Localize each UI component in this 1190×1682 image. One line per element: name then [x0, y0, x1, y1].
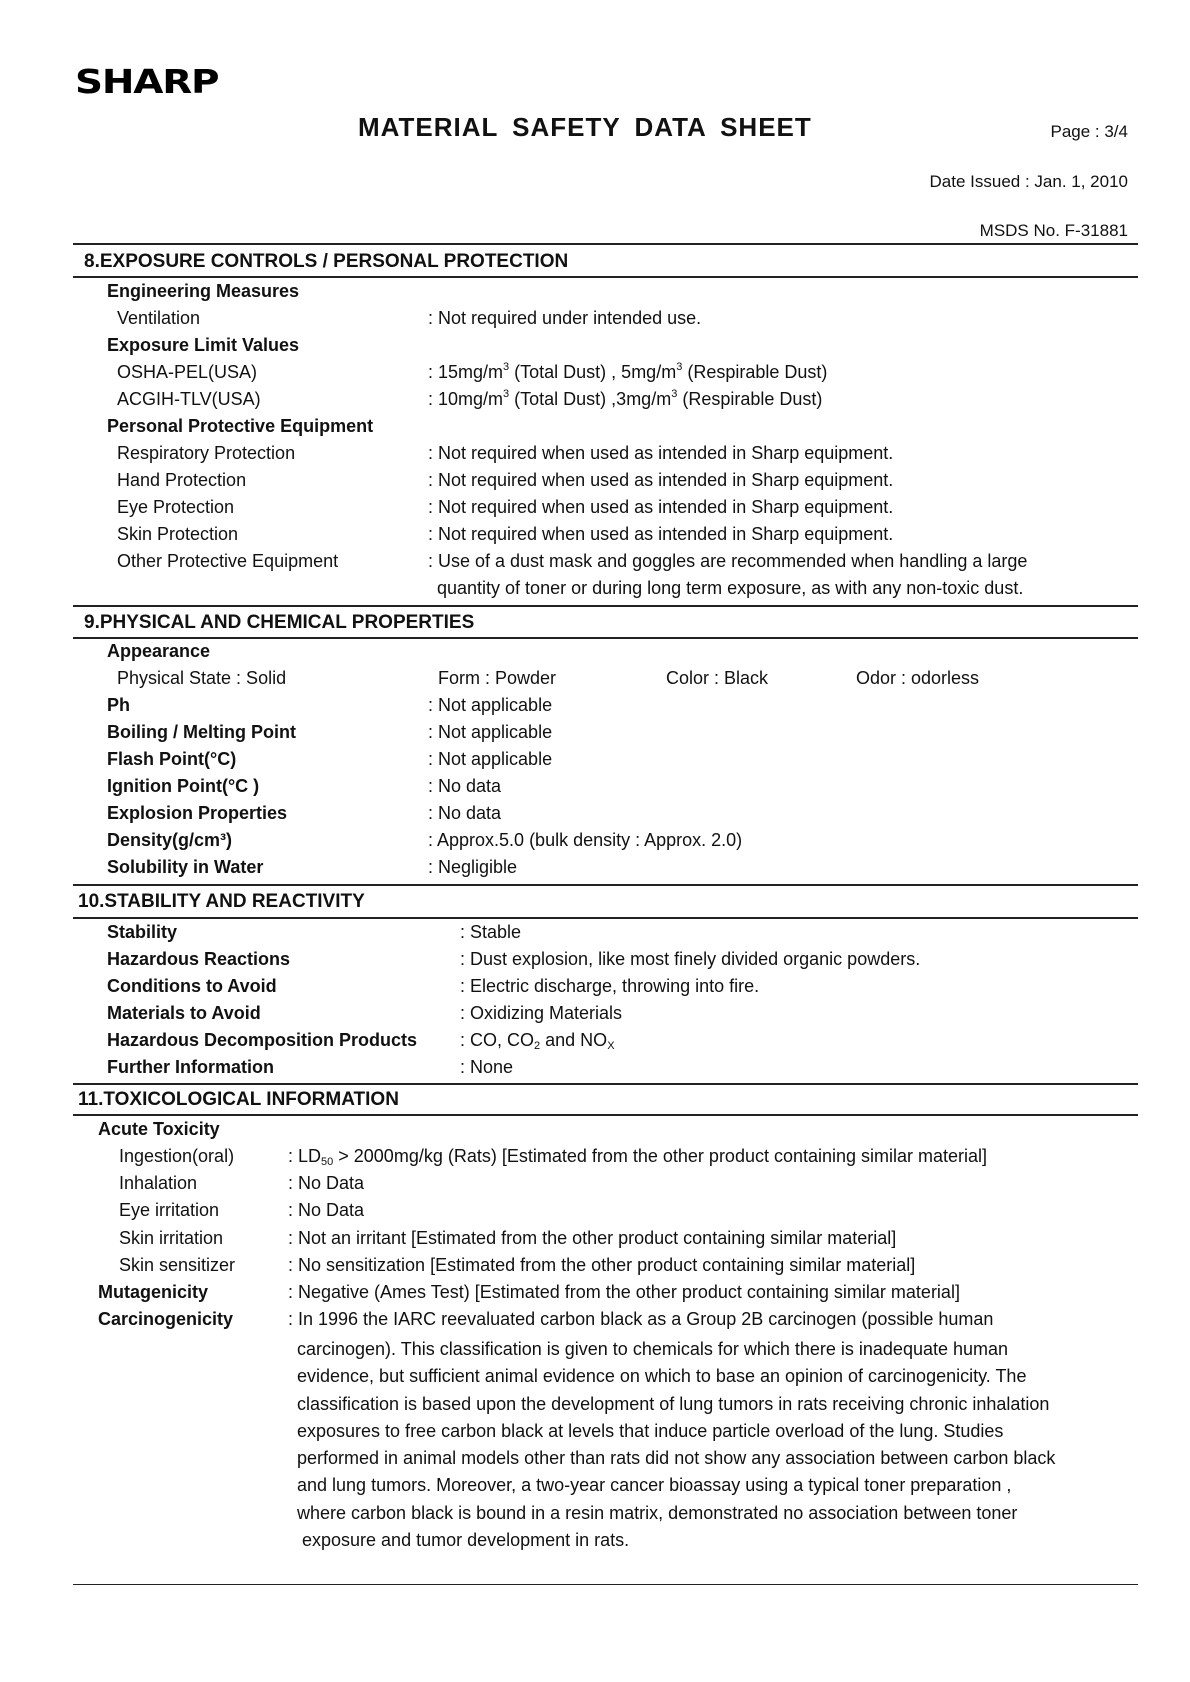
property-value: : No data: [428, 803, 502, 823]
ppe-item-value: : Not required when used as intended in Sharp equipment.: [428, 470, 894, 490]
divider: [73, 637, 1138, 639]
property-label: Solubility in Water: [107, 857, 264, 877]
acgih-label: ACGIH-TLV(USA): [117, 389, 261, 409]
toxicity-label: Eye irritation: [119, 1200, 220, 1220]
page-number: Page : 3/4: [1050, 122, 1128, 141]
ppe-item-value: : Not required when used as intended in Sharp equipment.: [428, 524, 894, 544]
reactivity-label: Materials to Avoid: [107, 1003, 261, 1023]
osha-value: : $15mg/m^3$ (Total Dust) , $5mg/m^3$ (Respirable Dust): [428, 361, 828, 382]
divider: [73, 917, 1138, 919]
paragraph-line: and lung tumors. Moreover, a two-year cancer bioassay using a typical toner preparation ,: [297, 1475, 1012, 1496]
section-8-heading: 8.EXPOSURE CONTROLS / PERSONAL PROTECTION: [84, 251, 569, 272]
stability-label: Stability: [107, 922, 178, 942]
paragraph-line: exposures to free carbon black at levels that induce particle overload of the lung. Studies: [297, 1420, 1004, 1441]
carcinogenicity-paragraph: [297, 1336, 1147, 1554]
property-label: Ignition Point(°C ): [107, 776, 260, 796]
property-label: Ph: [107, 695, 131, 715]
toxicity-value: : No sensitization [Estimated from the other product containing similar material]: [288, 1255, 916, 1275]
ppe-label: Personal Protective Equipment: [107, 416, 374, 436]
toxicity-label: Skin sensitizer: [119, 1255, 236, 1275]
paragraph-line: where carbon black is bound in a resin matrix, demonstrated no association between toner: [297, 1502, 1018, 1523]
stability-value: : Stable: [460, 922, 522, 942]
section-9-heading: 9.PHYSICAL AND CHEMICAL PROPERTIES: [84, 612, 475, 633]
physical-state: Physical State : Solid: [117, 668, 287, 688]
mutagenicity-value: : Negative (Ames Test) [Estimated from the other product containing similar material]: [288, 1282, 960, 1302]
property-label: Boiling / Melting Point: [107, 722, 296, 742]
toxicity-value: : Not an irritant [Estimated from the other product containing similar material]: [288, 1228, 897, 1248]
paragraph-line: performed in animal models other than rats did not show any association between carbon black: [297, 1448, 1056, 1469]
msds-number: MSDS No. F-31881: [979, 221, 1128, 240]
property-value: : No data: [428, 776, 502, 796]
acute-toxicity-label: Acute Toxicity: [98, 1119, 220, 1139]
property-label: Explosion Properties: [107, 803, 288, 823]
property-label: Density(g/cm³): [107, 830, 233, 850]
section-10-heading: 10.STABILITY AND REACTIVITY: [78, 891, 365, 912]
exposure-limit-label: Exposure Limit Values: [107, 335, 300, 355]
sharp-logo: SHARP: [75, 62, 219, 101]
document-title: MATERIAL SAFETY DATA SHEET: [358, 112, 812, 142]
engineering-measures-label: Engineering Measures: [107, 281, 300, 301]
paragraph-line: carcinogen). This classification is given to chemicals for which there is inadequate human: [297, 1339, 1009, 1359]
property-value: : Not applicable: [428, 695, 553, 715]
ppe-item-label: Skin Protection: [117, 524, 239, 544]
ppe-item-value: : Not required when used as intended in Sharp equipment.: [428, 497, 894, 517]
reactivity-label: Further Information: [107, 1057, 274, 1077]
appearance-label: Appearance: [107, 641, 211, 661]
reactivity-value: : Electric discharge, throwing into fire.: [460, 976, 760, 996]
ppe-other-continuation: quantity of toner or during long term exposure, as with any non-toxic dust.: [437, 578, 1024, 598]
toxicity-label: Inhalation: [119, 1173, 198, 1193]
decomposition-products-value: : CO, $CO_2$ and $NO_X$: [460, 1030, 615, 1052]
divider: [73, 1083, 1138, 1085]
ppe-item-label: Eye Protection: [117, 497, 235, 517]
ppe-item-label: Hand Protection: [117, 470, 247, 490]
osha-label: OSHA-PEL(USA): [117, 362, 258, 382]
paragraph-line: evidence, but sufficient animal evidence on which to base an opinion of carcinogenicity. The: [297, 1366, 1027, 1387]
reactivity-label: Hazardous Decomposition Products: [107, 1030, 418, 1050]
ppe-item-label: Other Protective Equipment: [117, 551, 339, 571]
acgih-value: : $10mg/m^3$ (Total Dust) $,3mg/m^3$ (Respirable Dust): [428, 388, 823, 409]
divider: [73, 605, 1138, 607]
form: Form : Powder: [438, 668, 557, 688]
date-issued: Date Issued : Jan. 1, 2010: [929, 172, 1128, 191]
footer-divider: [73, 1584, 1138, 1585]
reactivity-label: Conditions to Avoid: [107, 976, 277, 996]
toxicity-value: : No Data: [288, 1200, 365, 1220]
divider: [73, 243, 1138, 245]
property-value: : Negligible: [428, 857, 518, 877]
ventilation-value: : Not required under intended use.: [428, 308, 702, 328]
paragraph-line: classification is based upon the development of lung tumors in rats receiving chronic inhalation: [297, 1393, 1050, 1414]
property-value: : Not applicable: [428, 749, 553, 769]
property-value: : Approx.5.0 (bulk density : Approx. 2.0): [428, 830, 743, 850]
property-label: Flash Point(°C): [107, 749, 237, 769]
ingestion-value: : $LD_{50} > 2000mg/kg$ (Rats) [Estimated from the other product containing similar material]: [288, 1146, 988, 1168]
paragraph-line: exposure and tumor development in rats.: [297, 1530, 630, 1551]
divider: [73, 884, 1138, 886]
carcinogenicity-label: Carcinogenicity: [98, 1309, 234, 1329]
ppe-item-value: : Not required when used as intended in Sharp equipment.: [428, 443, 894, 463]
property-value: : Not applicable: [428, 722, 553, 742]
toxicity-label: Skin irritation: [119, 1228, 224, 1248]
reactivity-value: : Dust explosion, like most finely divided organic powders.: [460, 949, 921, 969]
divider: [73, 1114, 1138, 1116]
color: Color : Black: [666, 668, 769, 688]
ppe-item-label: Respiratory Protection: [117, 443, 296, 463]
mutagenicity-label: Mutagenicity: [98, 1282, 209, 1302]
ppe-item-value: : Use of a dust mask and goggles are recommended when handling a large: [428, 551, 1028, 571]
reactivity-label: Hazardous Reactions: [107, 949, 291, 969]
section-11-heading: 11.TOXICOLOGICAL INFORMATION: [78, 1089, 399, 1110]
carcinogenicity-value: : In 1996 the IARC reevaluated carbon black as a Group 2B carcinogen (possible human: [288, 1309, 994, 1329]
odor: Odor : odorless: [856, 668, 980, 688]
ventilation-label: Ventilation: [117, 308, 201, 328]
reactivity-value: : None: [460, 1057, 514, 1077]
toxicity-value: : No Data: [288, 1173, 365, 1193]
reactivity-value: : Oxidizing Materials: [460, 1003, 623, 1023]
divider: [73, 276, 1138, 278]
ingestion-label: Ingestion(oral): [119, 1146, 235, 1166]
